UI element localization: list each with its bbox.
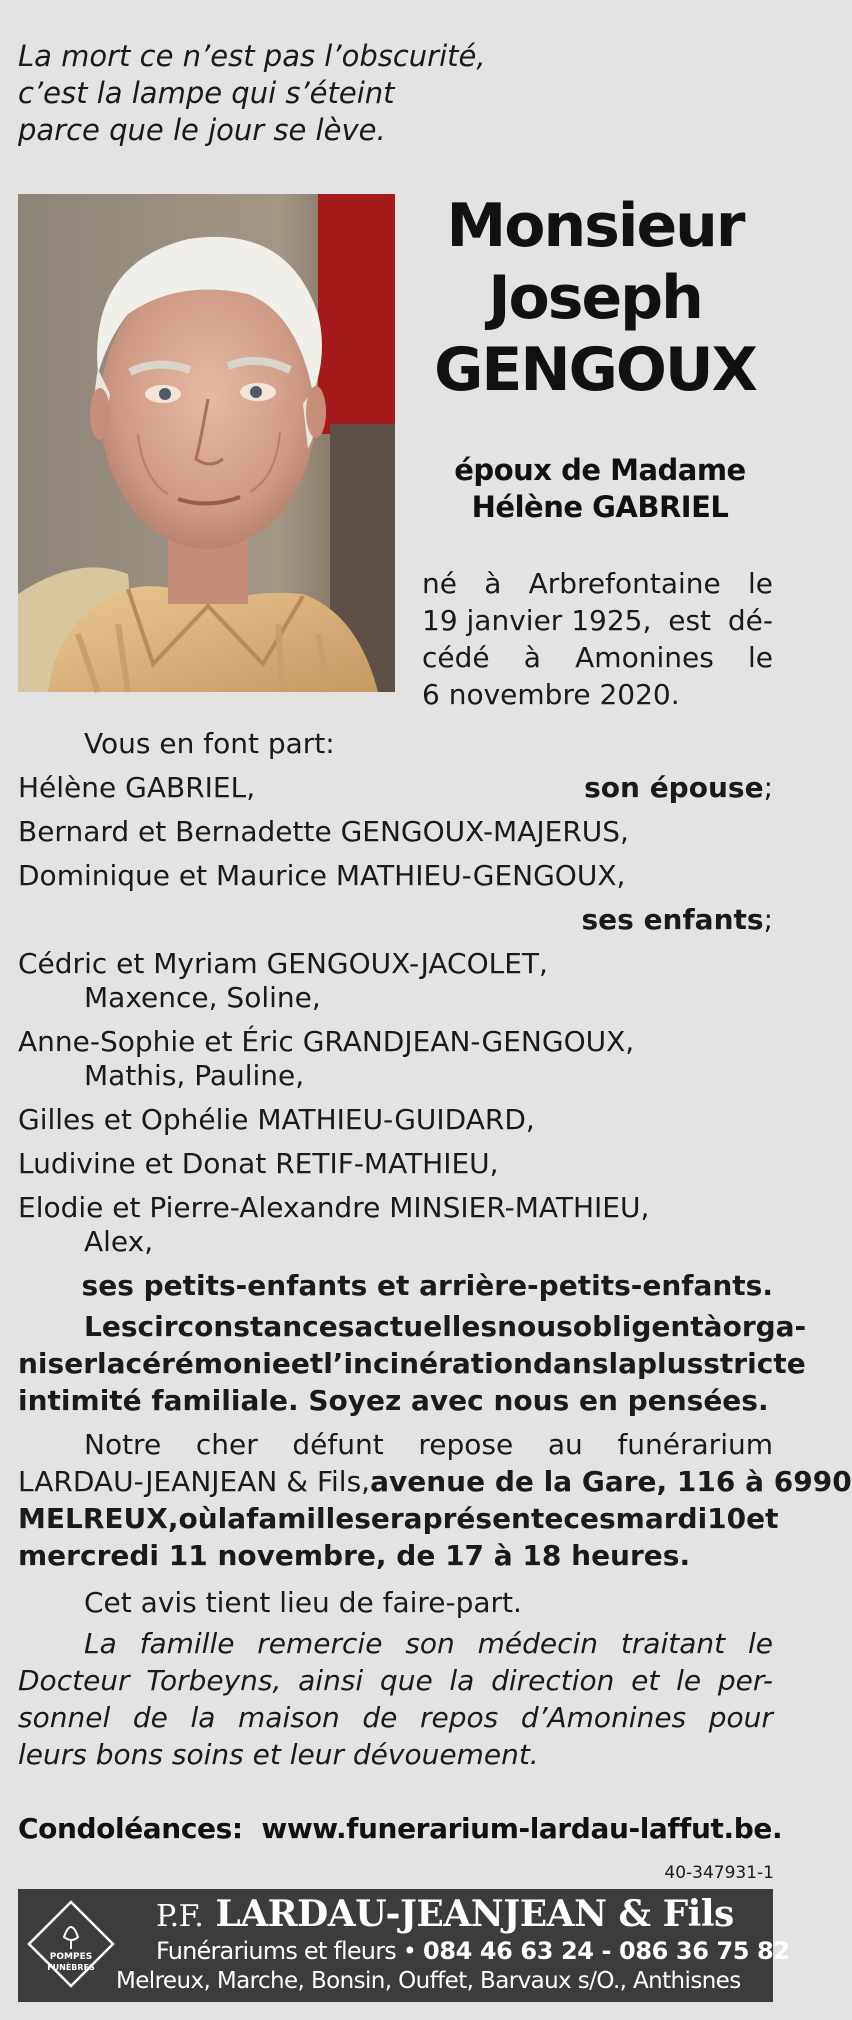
word: Amonines bbox=[575, 641, 714, 674]
word: dé- bbox=[727, 604, 773, 637]
family-member: Mathis, Pauline, bbox=[84, 1059, 305, 1092]
spouse-name: Hélène GABRIEL, bbox=[18, 771, 256, 804]
intro-line: Vous en font part: bbox=[84, 727, 335, 760]
thanks-paragraph: La famille remercie son médecin traitant le Docteur Torbeyns, ainsi que la direction et le per- sonnel de la maison de repos d’Amonines pour leurs bons soins et leur dévouement. bbox=[18, 1627, 773, 1771]
funeral-home-locations: Melreux, Marche, Bonsin, Ouffet, Barvaux s/O., Anthisnes bbox=[116, 1968, 741, 1994]
word: à bbox=[484, 567, 502, 600]
spouse-of bbox=[420, 452, 780, 526]
word: 19 janvier 1925, bbox=[422, 604, 652, 637]
svg-text:FUNÈBRES: FUNÈBRES bbox=[47, 1963, 95, 1972]
diamond-logo-icon bbox=[26, 1899, 116, 1989]
birth-line bbox=[422, 565, 773, 602]
services-label: Funérariums et fleurs • bbox=[156, 1937, 417, 1965]
family-member: Maxence, Soline, bbox=[84, 981, 321, 1014]
word: le bbox=[747, 641, 773, 674]
word: le bbox=[747, 567, 773, 600]
reference-number: 40-347931-1 bbox=[664, 1863, 774, 1883]
deceased-first-name: Joseph bbox=[488, 263, 702, 333]
birth-line bbox=[422, 602, 773, 639]
family-member: Elodie et Pierre-Alexandre MINSIER-MATHIEU, bbox=[18, 1191, 650, 1224]
children-role: ses enfants; bbox=[581, 903, 773, 936]
word: cédé bbox=[422, 641, 490, 674]
grandchildren-role: ses petits-enfants et arrière-petits-enfants. bbox=[81, 1269, 773, 1302]
family-member: Gilles et Ophélie MATHIEU-GUIDARD, bbox=[18, 1103, 535, 1136]
family-member: Dominique et Maurice MATHIEU-GENGOUX, bbox=[18, 859, 626, 892]
spouse-of-name: Hélène GABRIEL bbox=[471, 490, 729, 524]
spouse-row bbox=[18, 766, 773, 810]
birth-line bbox=[422, 639, 773, 676]
epigraph-quote bbox=[18, 38, 578, 149]
family-member: Alex, bbox=[84, 1225, 154, 1258]
svg-text:POMPES: POMPES bbox=[49, 1952, 93, 1962]
deceased-title: Monsieur bbox=[446, 191, 744, 261]
birth-death-info bbox=[422, 565, 773, 713]
circumstances-paragraph: Les circonstances actuelles nous obligent à orga- niser la cérémonie et l’incinération dans la plus stricte intimité familiale. Soyez avec nous en pensées. bbox=[18, 1310, 807, 1417]
funeral-home-name: P.F. LARDAU-JEANJEAN & Fils bbox=[156, 1893, 734, 1935]
repose-paragraph: Notre cher défunt repose au funérarium LARDAU-JEANJEAN & Fils, avenue de la Gare, 116 à 6990 MELREUX, où la famille sera présente ces mardi 10 et mercredi 11 novembre, de 17 à 18 heures. bbox=[18, 1428, 852, 1572]
quote-line: c’est la lampe qui s’éteint bbox=[18, 76, 395, 110]
word: est bbox=[668, 604, 712, 637]
funeral-home-logo bbox=[26, 1899, 116, 1989]
family-member: Cédric et Myriam GENGOUX-JACOLET, bbox=[18, 947, 548, 980]
condolences-line bbox=[18, 1812, 783, 1845]
quote-line: parce que le jour se lève. bbox=[18, 113, 386, 147]
deceased-name bbox=[400, 190, 790, 406]
family-member: Ludivine et Donat RETIF-MATHIEU, bbox=[18, 1147, 499, 1180]
announcement-body bbox=[18, 722, 852, 1773]
word: Arbrefontaine bbox=[528, 567, 721, 600]
funeral-home-contact bbox=[156, 1937, 790, 1965]
word: à bbox=[523, 641, 541, 674]
notice-line: Cet avis tient lieu de faire-part. bbox=[84, 1586, 522, 1619]
death-date: 6 novembre 2020. bbox=[422, 678, 680, 711]
spouse-of-line: époux de Madame bbox=[454, 453, 746, 487]
spouse-role: son épouse; bbox=[584, 771, 773, 804]
quote-line: La mort ce n’est pas l’obscurité, bbox=[18, 39, 486, 73]
deceased-last-name: GENGOUX bbox=[434, 335, 756, 405]
family-member: Bernard et Bernadette GENGOUX-MAJERUS, bbox=[18, 815, 629, 848]
funeral-home-banner bbox=[18, 1889, 790, 2002]
family-member: Anne-Sophie et Éric GRANDJEAN-GENGOUX, bbox=[18, 1025, 635, 1058]
phone-numbers[interactable]: 084 46 63 24 - 086 36 75 82 bbox=[423, 1937, 790, 1965]
condolences-label: Condoléances: bbox=[18, 1812, 243, 1845]
portrait-photo bbox=[18, 194, 395, 692]
word: né bbox=[422, 567, 457, 600]
condolences-link[interactable]: www.funerarium-lardau-laffut.be. bbox=[261, 1812, 783, 1845]
